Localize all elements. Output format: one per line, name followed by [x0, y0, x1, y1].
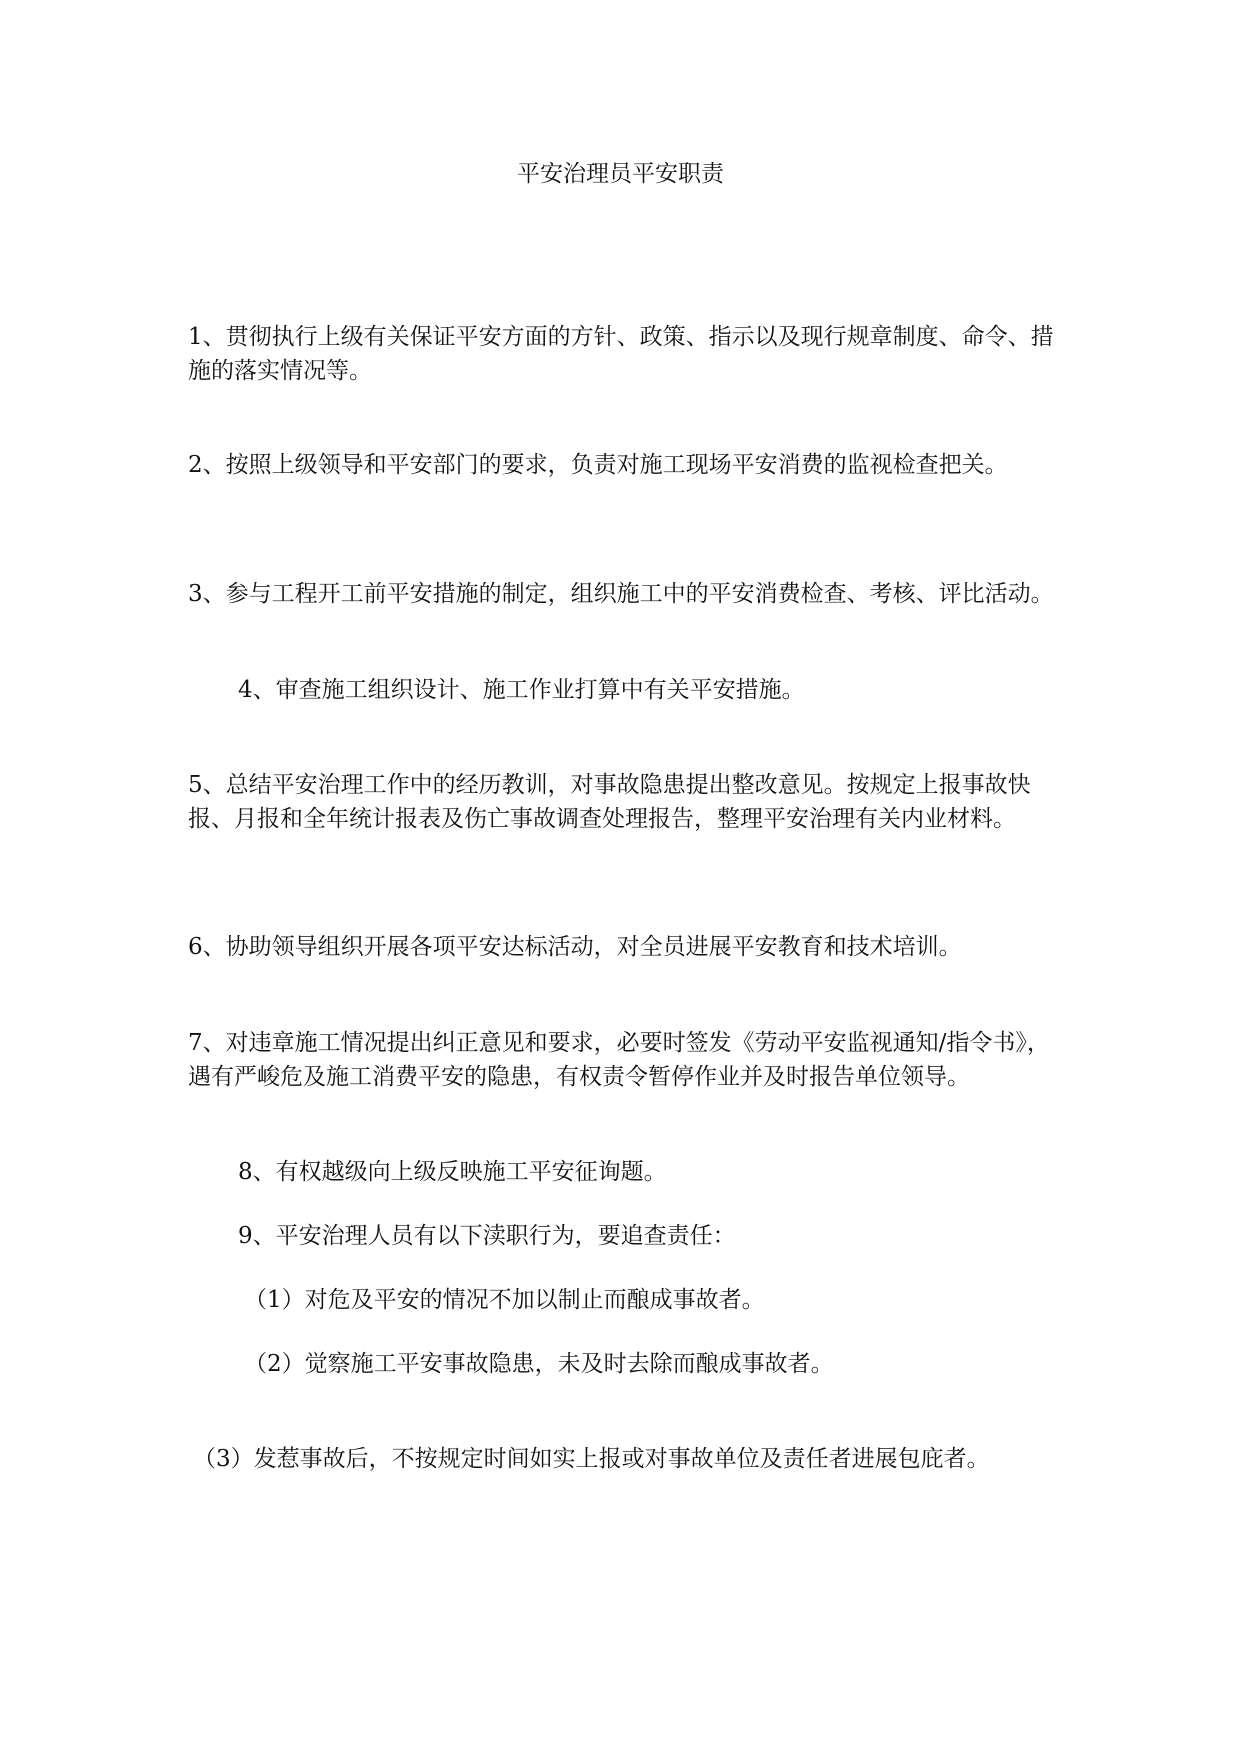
paragraph-4: 4、审查施工组织设计、施工作业打算中有关平安措施。	[238, 677, 805, 703]
paragraph-8: 8、有权越级向上级反映施工平安征询题。	[238, 1159, 667, 1185]
paragraph-2: 2、按照上级领导和平安部门的要求，负责对施工现场平安消费的监视检查把关。	[188, 452, 1008, 478]
document-title: 平安治理员平安职责	[517, 161, 724, 187]
paragraph-6: 6、协助领导组织开展各项平安达标活动，对全员进展平安教育和技术培训。	[188, 934, 962, 960]
paragraph-9: 9、平安治理人员有以下渎职行为，要追查责任：	[238, 1223, 736, 1249]
sub-item-2: （2）觉察施工平安事故隐患，未及时去除而酿成事故者。	[244, 1351, 834, 1377]
paragraph-3: 3、参与工程开工前平安措施的制定，组织施工中的平安消费检查、考核、评比活动。	[188, 581, 1054, 607]
sub-item-3: （3）发惹事故后，不按规定时间如实上报或对事故单位及责任者进展包庇者。	[193, 1446, 990, 1472]
paragraph-1: 1、贯彻执行上级有关保证平安方面的方针、政策、指示以及现行规章制度、命令、措施的落实情况等。	[188, 324, 1054, 384]
sub-item-1: （1）对危及平安的情况不加以制止而酿成事故者。	[244, 1287, 765, 1313]
paragraph-5: 5、总结平安治理工作中的经历教训，对事故隐患提出整改意见。按规定上报事故快报、月报和全年统计报表及伤亡事故调查处理报告，整理平安治理有关内业材料。	[188, 772, 1031, 832]
paragraph-7: 7、对违章施工情况提出纠正意见和要求，必要时签发《劳动平安监视通知/指令书》，遇有严峻危及施工消费平安的隐患，有权责令暂停作业并及时报告单位领导。	[188, 1030, 1050, 1090]
